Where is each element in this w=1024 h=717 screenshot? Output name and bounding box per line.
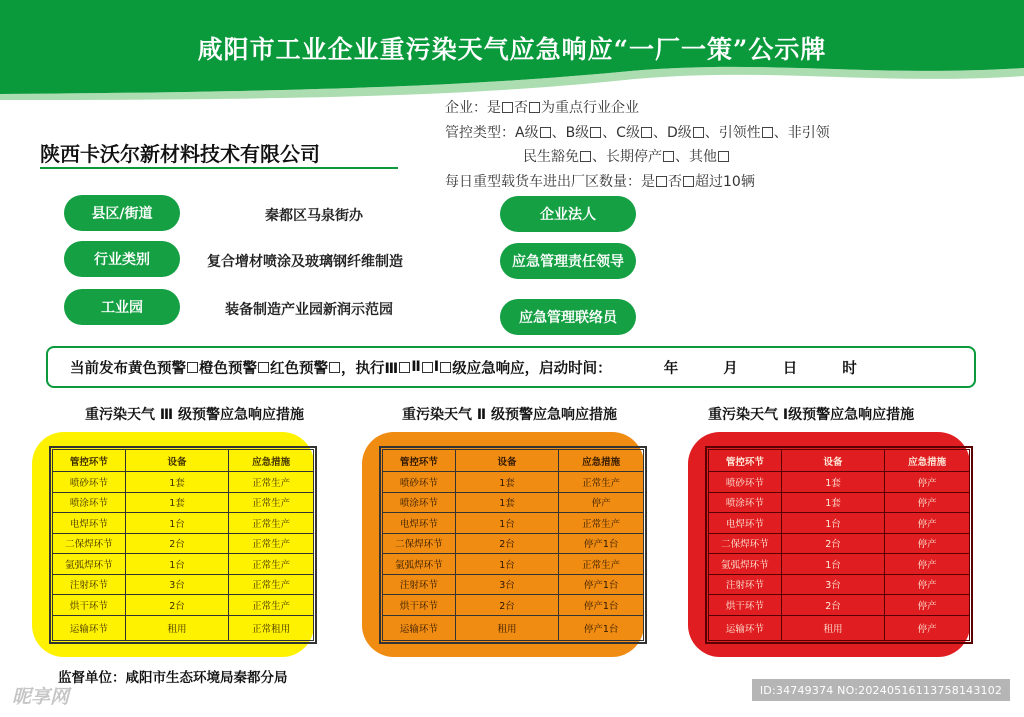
table-cell: 1台 <box>455 554 559 575</box>
checkbox <box>258 362 269 373</box>
table-cell: 1套 <box>125 472 229 493</box>
info-control-type: 管控类型：A级 、B级 、C级 、D级 、引领性 、非引领 <box>445 124 830 141</box>
table-cell: 正常生产 <box>559 472 644 493</box>
table-row <box>383 554 644 575</box>
checkbox <box>580 151 591 162</box>
table-cell: 二保焊环节 <box>383 533 456 554</box>
checkbox <box>422 362 433 373</box>
table-cell: 1套 <box>125 492 229 513</box>
table-cell: 正常生产 <box>229 554 314 575</box>
table-row <box>709 574 970 595</box>
checkbox <box>762 127 773 138</box>
table-cell: 1台 <box>781 554 885 575</box>
column-header: 应急措施 <box>229 450 314 472</box>
info-control-type-cont: 民生豁免 、长期停产 、其他 <box>445 145 830 170</box>
table-cell: 电焊环节 <box>709 513 782 534</box>
column-header: 设备 <box>781 450 885 472</box>
watermark-id: ID:34749374 NO:20240516113758143102 <box>752 679 1010 701</box>
company-name: 陕西卡沃尔新材料技术有限公司 <box>40 142 320 166</box>
start-month: 月 <box>723 360 738 377</box>
table-cell: 喷涂环节 <box>53 492 126 513</box>
table-cell: 喷砂环节 <box>383 472 456 493</box>
table-row <box>383 492 644 513</box>
table-header-row <box>53 450 314 472</box>
table-cell: 电焊环节 <box>383 513 456 534</box>
table-cell: 运输环节 <box>53 615 126 640</box>
table-row <box>53 492 314 513</box>
emergency-liaison-label: 应急管理联络员 <box>500 299 636 335</box>
table-row <box>53 533 314 554</box>
table-row <box>383 595 644 616</box>
level3-table <box>52 449 314 641</box>
table-cell: 停产 <box>885 554 970 575</box>
table-cell: 停产 <box>885 595 970 616</box>
table-cell: 烘干环节 <box>53 595 126 616</box>
table-cell: 运输环节 <box>709 615 782 640</box>
checkbox <box>663 151 674 162</box>
table-row <box>53 615 314 640</box>
table-cell: 注射环节 <box>709 574 782 595</box>
table-cell: 停产1台 <box>559 615 644 640</box>
checkbox <box>656 176 667 187</box>
table-cell: 正常租用 <box>229 615 314 640</box>
table-cell: 1套 <box>781 492 885 513</box>
enterprise-info <box>445 96 830 194</box>
column-header: 管控环节 <box>53 450 126 472</box>
table-cell: 1台 <box>455 513 559 534</box>
table-row <box>53 472 314 493</box>
table-cell: 2台 <box>455 595 559 616</box>
table-row <box>53 574 314 595</box>
table-cell: 正常生产 <box>229 533 314 554</box>
table-cell: 停产 <box>885 472 970 493</box>
table-cell: 2台 <box>455 533 559 554</box>
table-row <box>383 513 644 534</box>
table-cell: 烘干环节 <box>709 595 782 616</box>
checkbox <box>329 362 340 373</box>
start-hour: 时 <box>842 360 857 377</box>
level3-panel <box>32 432 314 657</box>
table-cell: 停产 <box>559 492 644 513</box>
table-cell: 2台 <box>781 595 885 616</box>
checkbox <box>440 362 451 373</box>
table-cell: 租用 <box>455 615 559 640</box>
checkbox <box>540 127 551 138</box>
table-cell: 氩弧焊环节 <box>709 554 782 575</box>
table-cell: 正常生产 <box>229 472 314 493</box>
table-cell: 停产1台 <box>559 595 644 616</box>
checkbox <box>502 102 513 113</box>
level3-title: 重污染天气 Ⅲ 级预警应急响应措施 <box>85 407 304 423</box>
table-cell: 喷涂环节 <box>383 492 456 513</box>
table-cell: 3台 <box>455 574 559 595</box>
table-cell: 电焊环节 <box>53 513 126 534</box>
table-row <box>709 554 970 575</box>
table-row <box>709 533 970 554</box>
info-key-industry: 企业：是 否 为重点行业企业 <box>445 100 639 116</box>
info-trucks: 每日重型载货车进出厂区数量：是 否 超过10辆 <box>445 173 755 190</box>
start-day: 日 <box>782 360 798 377</box>
table-cell: 二保焊环节 <box>709 533 782 554</box>
table-row <box>53 554 314 575</box>
industry-label: 行业类别 <box>64 241 180 277</box>
table-row <box>383 574 644 595</box>
table-cell: 停产 <box>885 615 970 640</box>
checkbox <box>718 151 729 162</box>
district-label: 县区/街道 <box>64 195 180 231</box>
table-cell: 正常生产 <box>229 595 314 616</box>
checkbox <box>529 102 540 113</box>
level2-table <box>382 449 644 641</box>
table-row <box>383 615 644 640</box>
table-cell: 注射环节 <box>383 574 456 595</box>
table-cell: 正常生产 <box>229 574 314 595</box>
table-cell: 停产 <box>885 533 970 554</box>
table-cell: 1台 <box>125 554 229 575</box>
checkbox <box>399 362 410 373</box>
alert-bar: 当前发布黄色预警 橙色预警 红色预警 ，执行Ⅲ Ⅱ Ⅰ 级应急响应，启动时间： 年 月 日 时 <box>46 346 976 388</box>
table-cell: 1台 <box>781 513 885 534</box>
supervisor-unit: 监督单位：咸阳市生态环境局秦都分局 <box>58 670 288 686</box>
industry-value: 复合增材喷涂及玻璃钢纤维制造 <box>207 254 403 270</box>
company-underline <box>40 167 398 169</box>
table-row <box>383 472 644 493</box>
table-cell: 正常生产 <box>559 513 644 534</box>
checkbox <box>641 127 652 138</box>
table-cell: 租用 <box>781 615 885 640</box>
checkbox <box>187 362 198 373</box>
table-row <box>709 472 970 493</box>
main-title: 咸阳市工业企业重污染天气应急响应“一厂一策”公示牌 <box>197 35 827 64</box>
table-cell: 正常生产 <box>229 492 314 513</box>
level2-panel <box>362 432 644 657</box>
table-row <box>709 595 970 616</box>
table-cell: 1台 <box>125 513 229 534</box>
table-cell: 喷砂环节 <box>53 472 126 493</box>
table-cell: 停产 <box>885 513 970 534</box>
level1-title: 重污染天气 Ⅰ级预警应急响应措施 <box>708 407 915 423</box>
table-cell: 二保焊环节 <box>53 533 126 554</box>
table-cell: 停产 <box>885 492 970 513</box>
table-cell: 氩弧焊环节 <box>383 554 456 575</box>
column-header: 管控环节 <box>383 450 456 472</box>
table-cell: 停产1台 <box>559 574 644 595</box>
table-cell: 烘干环节 <box>383 595 456 616</box>
park-value: 装备制造产业园新润示范园 <box>225 302 393 318</box>
table-cell: 停产1台 <box>559 533 644 554</box>
column-header: 管控环节 <box>709 450 782 472</box>
park-label: 工业园 <box>64 289 180 325</box>
table-row <box>53 595 314 616</box>
table-header-row <box>383 450 644 472</box>
checkbox <box>590 127 601 138</box>
column-header: 应急措施 <box>885 450 970 472</box>
table-cell: 1套 <box>781 472 885 493</box>
emergency-leader-label: 应急管理责任领导 <box>500 243 636 279</box>
table-cell: 喷砂环节 <box>709 472 782 493</box>
table-cell: 1套 <box>455 472 559 493</box>
table-cell: 3台 <box>125 574 229 595</box>
table-cell: 正常生产 <box>559 554 644 575</box>
column-header: 设备 <box>455 450 559 472</box>
table-row <box>53 513 314 534</box>
watermark-logo: 昵享网 <box>12 686 70 708</box>
table-cell: 租用 <box>125 615 229 640</box>
district-value: 秦都区马泉街办 <box>265 208 363 224</box>
table-cell: 2台 <box>781 533 885 554</box>
level1-panel <box>688 432 970 657</box>
checkbox <box>683 176 694 187</box>
table-header-row <box>709 450 970 472</box>
checkbox <box>693 127 704 138</box>
table-cell: 运输环节 <box>383 615 456 640</box>
table-cell: 1套 <box>455 492 559 513</box>
column-header: 应急措施 <box>559 450 644 472</box>
table-row <box>709 513 970 534</box>
level1-table <box>708 449 970 641</box>
table-cell: 正常生产 <box>229 513 314 534</box>
table-row <box>383 533 644 554</box>
table-cell: 2台 <box>125 533 229 554</box>
start-year: 年 <box>663 360 679 377</box>
table-cell: 停产 <box>885 574 970 595</box>
column-header: 设备 <box>125 450 229 472</box>
legal-person-label: 企业法人 <box>500 196 636 232</box>
table-cell: 喷涂环节 <box>709 492 782 513</box>
level2-title: 重污染天气 Ⅱ 级预警应急响应措施 <box>402 407 617 423</box>
table-cell: 氩弧焊环节 <box>53 554 126 575</box>
table-row <box>709 615 970 640</box>
table-cell: 注射环节 <box>53 574 126 595</box>
table-row <box>709 492 970 513</box>
table-cell: 2台 <box>125 595 229 616</box>
table-cell: 3台 <box>781 574 885 595</box>
